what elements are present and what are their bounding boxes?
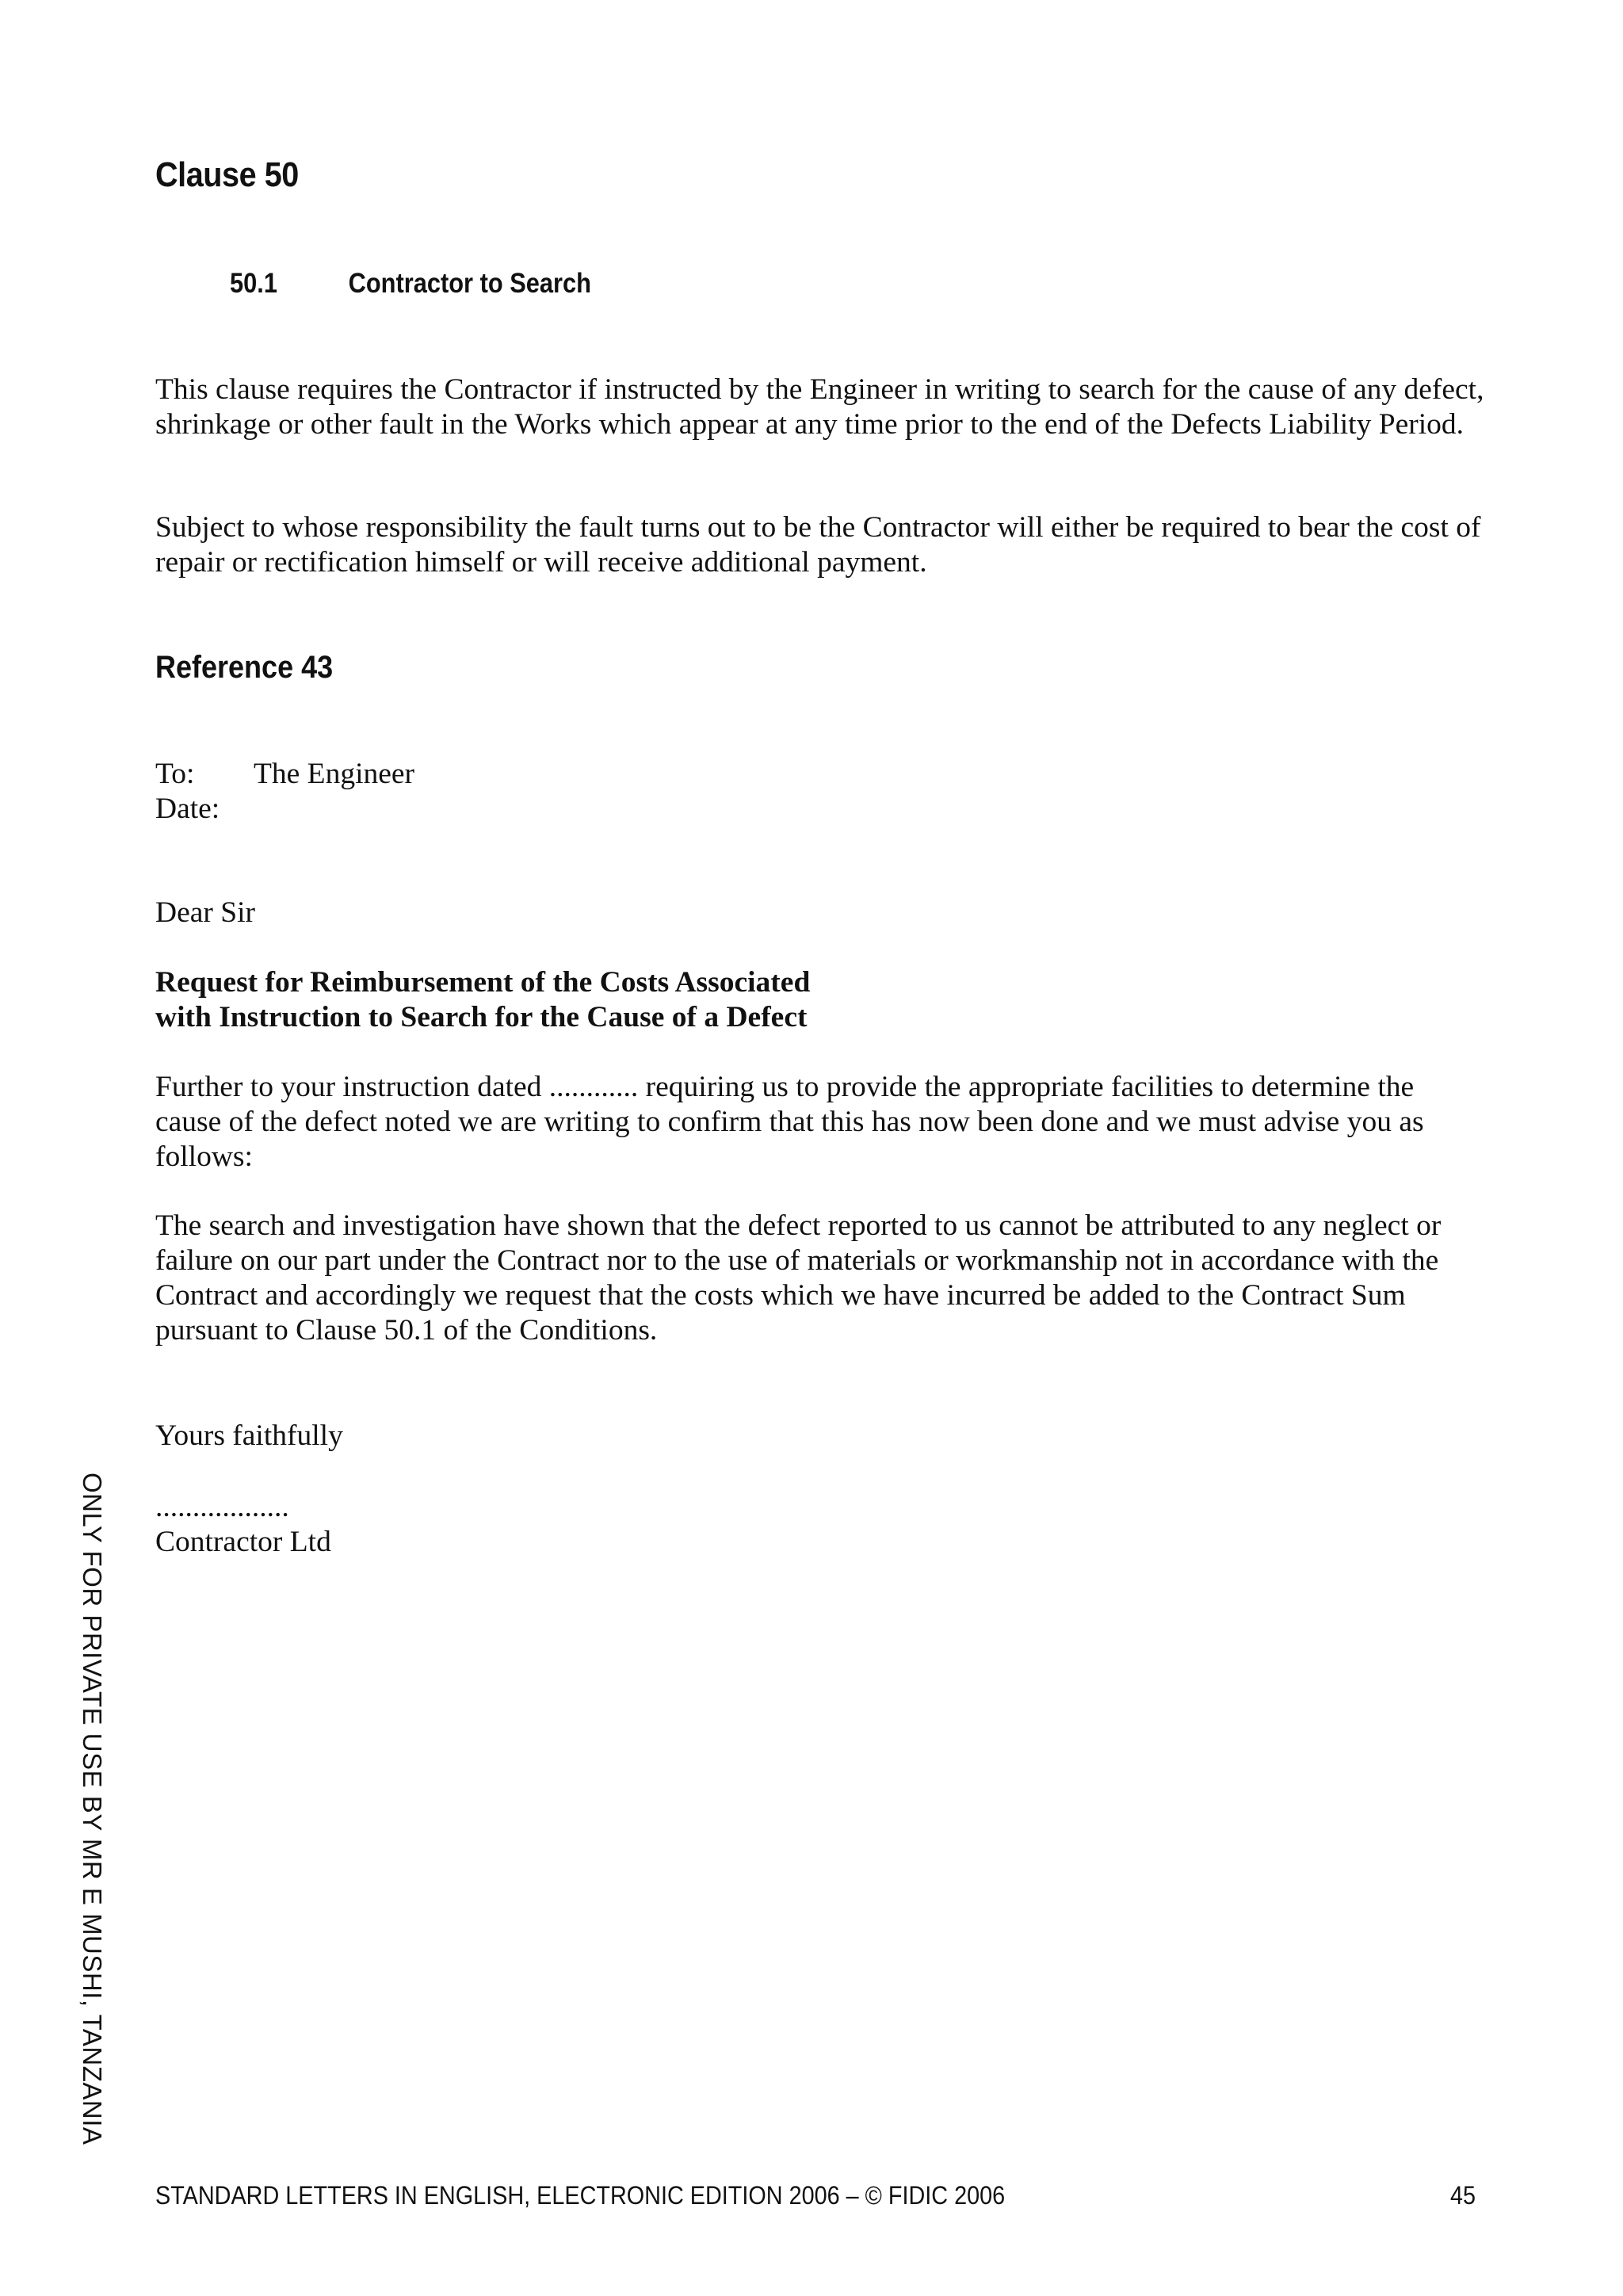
letter-to-line xyxy=(155,757,1487,792)
sub-clause-number: 50.1 xyxy=(230,268,277,299)
clause-paragraph-1: This clause requires the Contractor if instructed by the Engineer in writing to search for the cause of any defect, shrinkage or other fault in the Works which appear at any time prior to the end of the Defects Liability Period. xyxy=(155,373,1484,441)
letter-signature-block xyxy=(155,1490,1487,1560)
letter-paragraph-2: The search and investigation have shown that the defect reported to us cannot be attributed to any neglect or failure on our part under the Contract nor to the use of materials or workmanship not in accordance with the Contract and accordingly we request that the costs which we have incurred be added to the Contract Sum pursuant to Clause 50.1 of the Conditions. xyxy=(155,1209,1442,1347)
sub-clause-heading xyxy=(230,268,591,300)
signature-dots: .................. xyxy=(155,1491,289,1523)
date-label: Date: xyxy=(155,793,220,825)
letter-subject xyxy=(155,965,1487,1035)
letter-address-block xyxy=(155,757,1487,827)
signatory-name: Contractor Ltd xyxy=(155,1526,331,1558)
footer-edition-text: STANDARD LETTERS IN ENGLISH, ELECTRONIC EDITION 2006 – © FIDIC 2006 xyxy=(155,2181,1006,2210)
letter-salutation: Dear Sir xyxy=(155,896,255,929)
footer-page-number: 45 xyxy=(1450,2181,1476,2210)
to-value: The Engineer xyxy=(254,758,415,790)
clause-paragraph-2: Subject to whose responsibility the fault turns out to be the Contractor will either be required to bear the cost of repair or rectification himself or will receive additional payment. xyxy=(155,511,1481,579)
subject-line-1: Request for Reimbursement of the Costs Associated xyxy=(155,966,811,999)
private-use-watermark: ONLY FOR PRIVATE USE BY MR E MUSHI, TANZANIA xyxy=(78,1473,107,2145)
sub-clause-title: Contractor to Search xyxy=(348,268,591,299)
clause-heading: Clause 50 xyxy=(155,155,299,194)
to-label: To: xyxy=(155,758,195,790)
letter-closing: Yours faithfully xyxy=(155,1419,343,1452)
reference-heading: Reference 43 xyxy=(155,650,334,685)
letter-paragraph-1: Further to your instruction dated ............ requiring us to provide the appropriate facilities to determine the cause of the defect noted we are writing to confirm that this has now been done and we must advise you as follows: xyxy=(155,1071,1424,1173)
subject-line-2: with Instruction to Search for the Cause of a Defect xyxy=(155,1001,808,1033)
